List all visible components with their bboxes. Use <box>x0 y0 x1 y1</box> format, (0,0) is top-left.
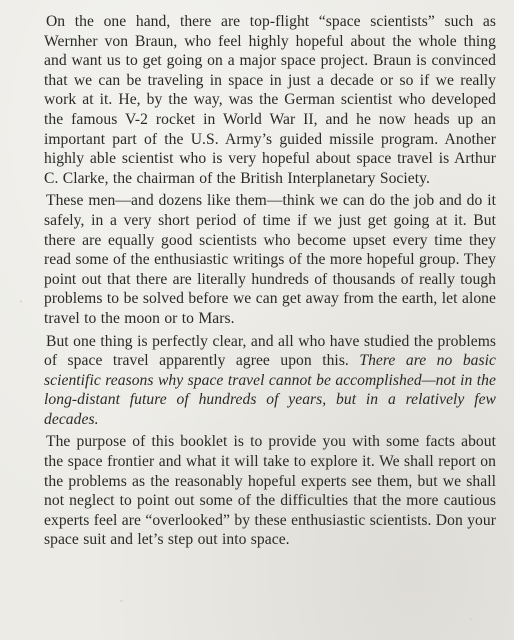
paragraph-braun-clarke <box>44 12 496 188</box>
paragraph-text: The purpose of this booklet is to provide you with some facts about the space frontier and what it will take to explore it. We shall report on the problems as the reasonably hopeful experts see them, but we shall not neglect to point out some of the difficulties that the more cautious experts feel are “overlooked” by these enthusiastic scientists. Don your space suit and let’s step out into space. <box>44 433 496 549</box>
italic-emphasis-text: There are no basic scientific reasons why space travel cannot be accomplished—not in the long-distant future of hundreds of years, but in a relatively few decades. <box>44 352 496 428</box>
paragraph-text: On the one hand, there are top-flight “space scientists” such as Wernher von Braun, who feel highly hopeful about the whole thing and want us to get going on a major space project. Braun is convinced that we can be traveling in space in just a decade or so if we really work at it. He, by the way, was the German scientist who developed the famous V-2 rocket in World War II, and he now heads up an important part of the U.S. Army’s guided missile program. Another highly able scientist who is very hopeful about space travel is Arthur C. Clarke, the chairman of the British Interplanetary Society. <box>44 13 496 187</box>
paper-speck <box>20 300 22 303</box>
paragraph-text: These men—and dozens like them—think we can do the job and do it safely, in a very short period of time if we just get going at it. But there are equally good scientists who become upset every time they read some of the enthusiastic writings of the more hopeful group. They point out that there are literally hundreds of thousands of really tough problems to be solved before we can get away from the earth, let alone travel to the moon or to Mars. <box>44 192 496 327</box>
paragraph-purpose <box>44 432 496 550</box>
paragraph-text: But one thing is perfectly clear, and all who have studied the problems of space travel apparently agree upon this. <box>44 332 496 370</box>
paragraph-these-men <box>44 191 496 328</box>
paper-speck <box>470 618 472 620</box>
paper-speck <box>120 600 123 602</box>
paragraph-one-thing-clear <box>44 332 496 430</box>
